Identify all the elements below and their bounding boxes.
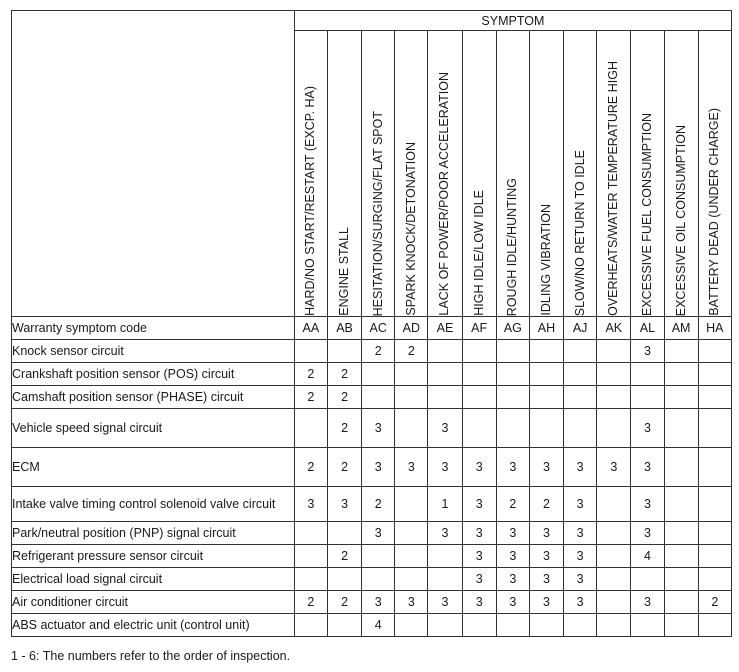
warranty-code-cell: AE <box>428 317 462 340</box>
inspection-order-cell <box>327 614 361 637</box>
inspection-order-cell <box>564 386 597 409</box>
inspection-order-cell: 3 <box>597 448 631 487</box>
inspection-order-cell <box>294 545 327 568</box>
inspection-order-cell: 3 <box>462 591 496 614</box>
inspection-order-cell <box>597 568 631 591</box>
warranty-code-cell: HA <box>698 317 731 340</box>
inspection-order-cell: 1 <box>428 487 462 522</box>
inspection-order-cell: 3 <box>362 591 395 614</box>
table-row <box>12 522 732 545</box>
symptom-name: ENGINE STALL <box>337 227 352 316</box>
inspection-order-cell: 2 <box>294 386 327 409</box>
inspection-order-cell: 3 <box>529 522 563 545</box>
table-row <box>12 409 732 448</box>
row-label: Park/neutral position (PNP) signal circuit <box>12 522 295 545</box>
inspection-order-cell <box>395 545 428 568</box>
inspection-order-cell <box>664 522 698 545</box>
inspection-order-cell: 3 <box>362 522 395 545</box>
inspection-order-cell: 2 <box>327 386 361 409</box>
symptom-column-header <box>564 31 597 317</box>
inspection-order-cell: 3 <box>395 448 428 487</box>
inspection-order-cell <box>664 545 698 568</box>
inspection-order-cell: 2 <box>529 487 563 522</box>
table-row <box>12 568 732 591</box>
inspection-order-cell <box>698 363 731 386</box>
inspection-order-cell: 3 <box>462 522 496 545</box>
inspection-order-cell <box>664 448 698 487</box>
inspection-order-cell <box>294 409 327 448</box>
inspection-order-cell: 3 <box>529 568 563 591</box>
inspection-order-cell: 3 <box>564 522 597 545</box>
inspection-order-cell <box>564 363 597 386</box>
inspection-order-cell <box>362 363 395 386</box>
inspection-order-cell <box>395 568 428 591</box>
table-row <box>12 340 732 363</box>
symptom-name: SPARK KNOCK/DETONATION <box>403 142 418 316</box>
row-label: Refrigerant pressure sensor circuit <box>12 545 295 568</box>
table-row <box>12 363 732 386</box>
inspection-order-cell: 3 <box>631 340 664 363</box>
inspection-order-cell <box>395 614 428 637</box>
inspection-order-cell <box>496 614 529 637</box>
inspection-order-cell: 2 <box>698 591 731 614</box>
inspection-order-cell <box>664 487 698 522</box>
inspection-order-cell <box>597 614 631 637</box>
warranty-code-cell: AJ <box>564 317 597 340</box>
inspection-order-cell <box>597 591 631 614</box>
inspection-order-cell: 3 <box>462 568 496 591</box>
inspection-order-cell <box>428 340 462 363</box>
inspection-order-cell <box>496 340 529 363</box>
inspection-order-cell: 3 <box>564 568 597 591</box>
row-label: Crankshaft position sensor (POS) circuit <box>12 363 295 386</box>
inspection-order-cell: 3 <box>564 487 597 522</box>
inspection-order-cell: 3 <box>362 448 395 487</box>
symptom-column-header <box>395 31 428 317</box>
symptom-column-header <box>698 31 731 317</box>
inspection-order-cell: 3 <box>428 522 462 545</box>
inspection-order-cell <box>698 487 731 522</box>
inspection-order-cell: 3 <box>327 487 361 522</box>
inspection-order-cell <box>631 614 664 637</box>
table-row <box>12 487 732 522</box>
symptom-column-header <box>529 31 563 317</box>
warranty-row-label: Warranty symptom code <box>12 317 295 340</box>
symptom-name: BATTERY DEAD (UNDER CHARGE) <box>707 108 722 316</box>
inspection-order-cell <box>327 340 361 363</box>
inspection-order-cell: 3 <box>462 448 496 487</box>
warranty-code-cell: AM <box>664 317 698 340</box>
inspection-order-cell: 2 <box>294 591 327 614</box>
inspection-order-cell <box>564 614 597 637</box>
inspection-order-cell <box>529 409 563 448</box>
inspection-order-cell <box>395 409 428 448</box>
row-label: Electrical load signal circuit <box>12 568 295 591</box>
inspection-order-cell: 2 <box>327 448 361 487</box>
symptom-header: SYMPTOM <box>294 11 731 31</box>
inspection-order-cell: 3 <box>529 591 563 614</box>
inspection-order-cell <box>327 568 361 591</box>
warranty-code-cell: AK <box>597 317 631 340</box>
inspection-order-cell <box>529 363 563 386</box>
symptom-name: SLOW/NO RETURN TO IDLE <box>572 149 587 316</box>
inspection-order-cell: 3 <box>564 545 597 568</box>
symptom-name: OVERHEATS/WATER TEMPERATURE HIGH <box>606 61 621 316</box>
inspection-order-cell <box>428 363 462 386</box>
symptom-column-header <box>664 31 698 317</box>
inspection-order-cell <box>327 522 361 545</box>
warranty-code-cell: AA <box>294 317 327 340</box>
table-row <box>12 614 732 637</box>
inspection-order-cell <box>664 340 698 363</box>
inspection-order-cell <box>496 386 529 409</box>
warranty-code-cell: AF <box>462 317 496 340</box>
inspection-order-cell <box>698 409 731 448</box>
inspection-order-cell: 2 <box>362 340 395 363</box>
table-row <box>12 386 732 409</box>
inspection-order-cell: 3 <box>294 487 327 522</box>
inspection-order-cell: 3 <box>362 409 395 448</box>
inspection-order-cell <box>564 340 597 363</box>
row-label: ECM <box>12 448 295 487</box>
inspection-order-cell <box>529 614 563 637</box>
inspection-order-cell <box>362 568 395 591</box>
inspection-order-cell <box>698 545 731 568</box>
row-label: Knock sensor circuit <box>12 340 295 363</box>
inspection-order-cell: 2 <box>327 545 361 568</box>
row-label: Intake valve timing control solenoid valve circuit <box>12 487 295 522</box>
symptom-matrix-table <box>11 10 732 637</box>
inspection-order-cell <box>294 522 327 545</box>
inspection-order-cell: 2 <box>327 409 361 448</box>
inspection-order-cell <box>597 340 631 363</box>
inspection-order-cell: 2 <box>294 448 327 487</box>
inspection-order-cell <box>529 386 563 409</box>
inspection-order-cell <box>597 363 631 386</box>
inspection-order-cell: 3 <box>529 448 563 487</box>
inspection-order-cell <box>496 409 529 448</box>
warranty-code-cell: AD <box>395 317 428 340</box>
symptom-column-header <box>327 31 361 317</box>
inspection-order-cell: 2 <box>496 487 529 522</box>
symptom-name: HESITATION/SURGING/FLAT SPOT <box>370 110 385 316</box>
inspection-order-cell: 3 <box>462 545 496 568</box>
warranty-code-row <box>12 317 732 340</box>
inspection-order-cell: 3 <box>496 591 529 614</box>
inspection-order-cell <box>664 568 698 591</box>
inspection-order-cell: 3 <box>631 591 664 614</box>
inspection-order-cell <box>428 386 462 409</box>
inspection-order-cell: 3 <box>631 522 664 545</box>
row-label: Vehicle speed signal circuit <box>12 409 295 448</box>
inspection-order-cell <box>664 363 698 386</box>
inspection-order-cell <box>529 340 563 363</box>
inspection-order-cell: 4 <box>362 614 395 637</box>
symptom-column-header <box>496 31 529 317</box>
inspection-order-cell <box>698 448 731 487</box>
inspection-order-cell <box>564 409 597 448</box>
symptom-column-header <box>631 31 664 317</box>
inspection-order-cell <box>698 568 731 591</box>
inspection-order-cell <box>664 591 698 614</box>
inspection-order-cell <box>597 545 631 568</box>
inspection-order-cell <box>294 340 327 363</box>
inspection-order-cell: 2 <box>327 591 361 614</box>
table-body <box>12 317 732 637</box>
row-label: Air conditioner circuit <box>12 591 295 614</box>
inspection-order-cell: 3 <box>462 487 496 522</box>
inspection-order-cell: 3 <box>496 568 529 591</box>
inspection-order-cell <box>631 568 664 591</box>
inspection-order-cell <box>664 409 698 448</box>
inspection-order-cell <box>395 386 428 409</box>
inspection-order-cell <box>395 487 428 522</box>
symptom-name: HARD/NO START/RESTART (EXCP. HA) <box>303 86 318 316</box>
inspection-order-cell <box>496 363 529 386</box>
inspection-order-cell: 2 <box>362 487 395 522</box>
inspection-order-cell <box>698 522 731 545</box>
row-label: ABS actuator and electric unit (control unit) <box>12 614 295 637</box>
symptom-name: LACK OF POWER/POOR ACCELERATION <box>437 72 452 316</box>
inspection-order-cell <box>698 340 731 363</box>
inspection-order-cell: 2 <box>327 363 361 386</box>
inspection-order-cell: 3 <box>395 591 428 614</box>
inspection-order-cell <box>664 386 698 409</box>
inspection-order-cell <box>698 614 731 637</box>
inspection-order-cell: 2 <box>294 363 327 386</box>
warranty-code-cell: AL <box>631 317 664 340</box>
inspection-order-cell: 3 <box>428 448 462 487</box>
inspection-order-cell <box>698 386 731 409</box>
inspection-order-cell <box>462 386 496 409</box>
inspection-order-cell <box>631 363 664 386</box>
inspection-order-cell <box>597 522 631 545</box>
inspection-order-cell <box>428 568 462 591</box>
inspection-order-cell: 3 <box>529 545 563 568</box>
inspection-order-cell: 3 <box>428 409 462 448</box>
table-row <box>12 591 732 614</box>
inspection-order-cell <box>597 386 631 409</box>
symptom-column-header <box>428 31 462 317</box>
inspection-order-cell <box>428 614 462 637</box>
inspection-order-cell <box>462 614 496 637</box>
inspection-order-cell <box>462 363 496 386</box>
symptom-name: EXCESSIVE OIL CONSUMPTION <box>673 124 688 316</box>
inspection-order-cell: 3 <box>631 448 664 487</box>
warranty-code-cell: AG <box>496 317 529 340</box>
inspection-order-cell <box>631 386 664 409</box>
inspection-order-cell: 3 <box>496 545 529 568</box>
symptom-column-header <box>462 31 496 317</box>
inspection-order-cell <box>294 614 327 637</box>
table-row <box>12 448 732 487</box>
inspection-order-cell <box>428 545 462 568</box>
symptom-name: EXCESSIVE FUEL CONSUMPTION <box>639 112 654 316</box>
inspection-order-cell <box>395 522 428 545</box>
inspection-order-cell <box>362 386 395 409</box>
corner-cell <box>12 11 295 317</box>
symptom-name: IDLING VIBRATION <box>538 204 553 316</box>
row-label: Camshaft position sensor (PHASE) circuit <box>12 386 295 409</box>
inspection-order-cell: 3 <box>631 487 664 522</box>
inspection-order-cell: 3 <box>564 591 597 614</box>
inspection-order-cell <box>597 409 631 448</box>
symptom-column-header <box>597 31 631 317</box>
inspection-order-cell <box>664 614 698 637</box>
inspection-order-cell <box>462 340 496 363</box>
inspection-order-cell <box>294 568 327 591</box>
symptom-name: HIGH IDLE/LOW IDLE <box>471 190 486 316</box>
symptom-column-header <box>294 31 327 317</box>
inspection-order-cell: 2 <box>395 340 428 363</box>
inspection-order-cell <box>362 545 395 568</box>
inspection-order-cell <box>462 409 496 448</box>
inspection-order-cell: 3 <box>564 448 597 487</box>
inspection-order-cell <box>597 487 631 522</box>
warranty-code-cell: AH <box>529 317 563 340</box>
inspection-order-cell: 3 <box>428 591 462 614</box>
inspection-order-cell <box>395 363 428 386</box>
warranty-code-cell: AC <box>362 317 395 340</box>
inspection-order-cell: 4 <box>631 545 664 568</box>
inspection-order-cell: 3 <box>496 448 529 487</box>
footnote: 1 - 6: The numbers refer to the order of inspection. <box>11 649 291 663</box>
table-row <box>12 545 732 568</box>
inspection-order-cell: 3 <box>496 522 529 545</box>
inspection-order-cell: 3 <box>631 409 664 448</box>
warranty-code-cell: AB <box>327 317 361 340</box>
symptom-column-header <box>362 31 395 317</box>
symptom-name: ROUGH IDLE/HUNTING <box>505 177 520 316</box>
